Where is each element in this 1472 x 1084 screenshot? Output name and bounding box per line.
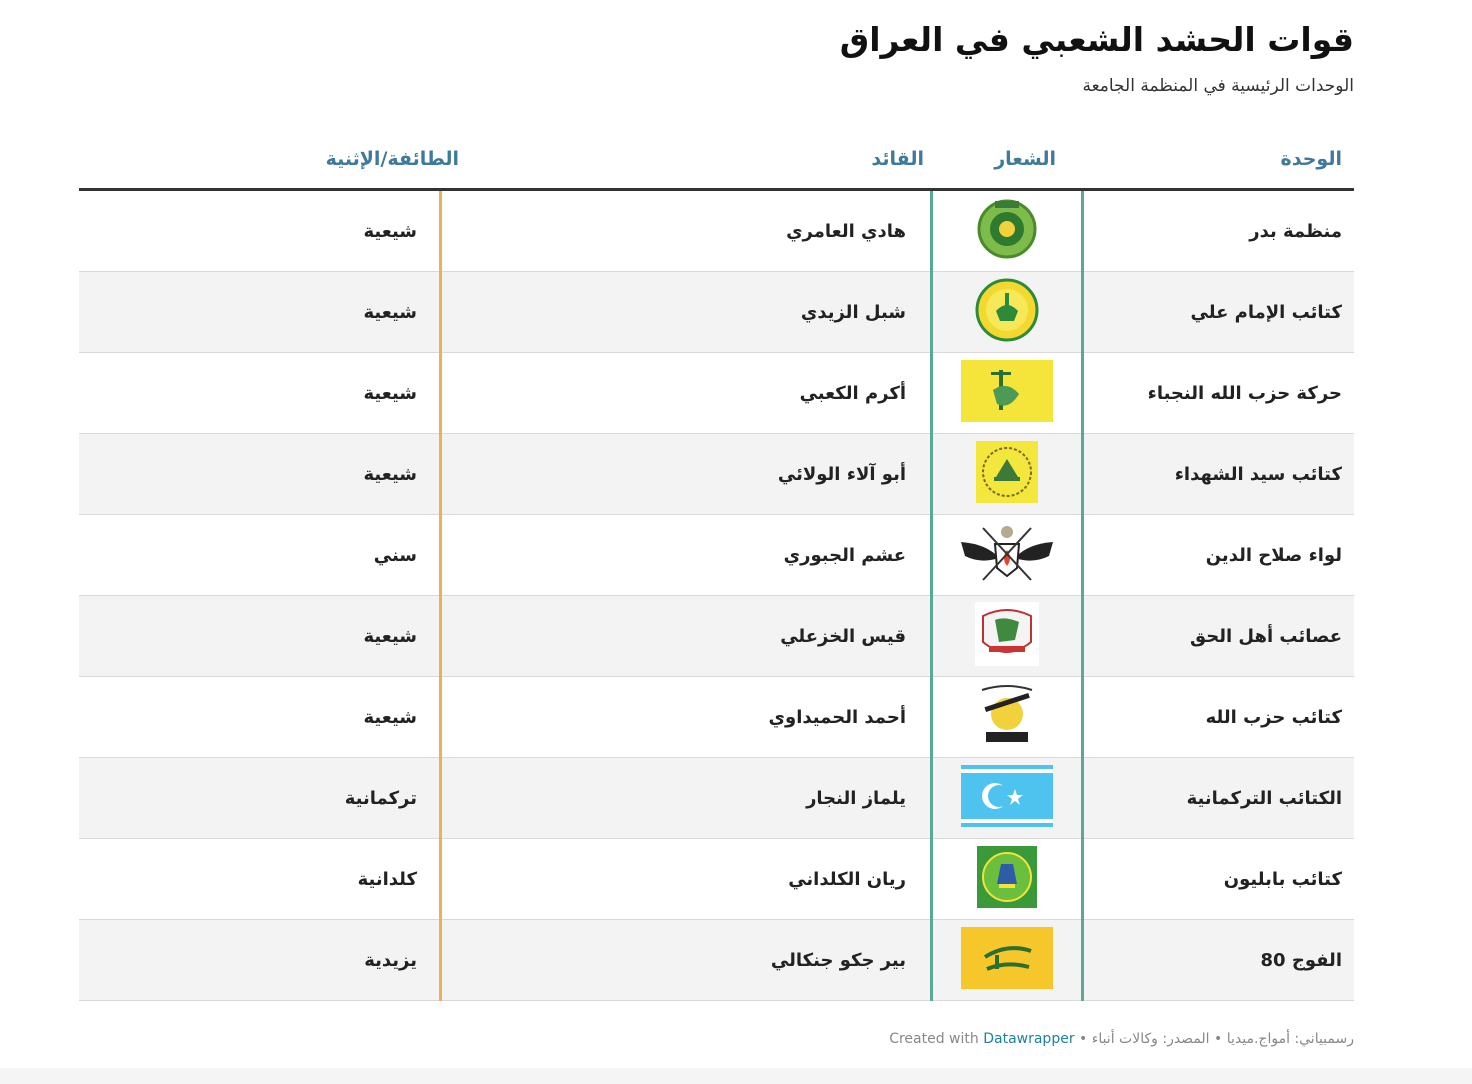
units-table — [79, 191, 1354, 1001]
unit-name: الفوج 80 — [1083, 920, 1355, 1001]
leader-name: يلماز النجار — [441, 758, 932, 839]
unit-name: كتائب سيد الشهداء — [1083, 434, 1355, 515]
table-row — [79, 839, 1354, 920]
logo-cell — [932, 434, 1083, 515]
sect-ethnicity: شيعية — [79, 272, 441, 353]
table-row — [79, 920, 1354, 1001]
leader-name: أبو آلاء الولائي — [441, 434, 932, 515]
col-header-unit[interactable]: الوحدة — [1280, 148, 1342, 170]
leader-name: عشم الجبوري — [441, 515, 932, 596]
sect-ethnicity: شيعية — [79, 596, 441, 677]
unit-name: عصائب أهل الحق — [1083, 596, 1355, 677]
leader-name: بير جكو جنكالي — [441, 920, 932, 1001]
leader-name: أكرم الكعبي — [441, 353, 932, 434]
sect-ethnicity: شيعية — [79, 677, 441, 758]
pmf-logo-icon — [961, 927, 1053, 994]
datawrapper-link[interactable]: Datawrapper — [983, 1031, 1075, 1047]
page-subtitle: الوحدات الرئيسية في المنظمة الجامعة — [1082, 76, 1354, 96]
leader-name: ريان الكلداني — [441, 839, 932, 920]
unit-name: لواء صلاح الدين — [1083, 515, 1355, 596]
logo-cell — [932, 191, 1083, 272]
logo-cell — [932, 839, 1083, 920]
unit-name: كتائب حزب الله — [1083, 677, 1355, 758]
badr-logo-icon — [975, 197, 1039, 266]
unit-name: كتائب بابليون — [1083, 839, 1355, 920]
table-row — [79, 272, 1354, 353]
bottom-bar — [0, 1068, 1472, 1084]
table-row — [79, 596, 1354, 677]
unit-name: حركة حزب الله النجباء — [1083, 353, 1355, 434]
logo-cell — [932, 677, 1083, 758]
leader-name: قيس الخزعلي — [441, 596, 932, 677]
col-header-logo[interactable]: الشعار — [994, 148, 1056, 170]
table-row — [79, 353, 1354, 434]
footer — [889, 1031, 1354, 1047]
babylon-logo-icon — [977, 846, 1037, 913]
kataib-hezbollah-logo-icon — [972, 682, 1042, 753]
sect-ethnicity: كلدانية — [79, 839, 441, 920]
sect-ethnicity: شيعية — [79, 434, 441, 515]
salahuddin-logo-icon — [957, 522, 1057, 589]
unit-name: كتائب الإمام علي — [1083, 272, 1355, 353]
sayyid-shuhada-logo-icon — [976, 441, 1038, 508]
sect-ethnicity: يزيدية — [79, 920, 441, 1001]
logo-cell — [932, 758, 1083, 839]
logo-cell — [932, 353, 1083, 434]
page-title: قوات الحشد الشعبي في العراق — [839, 20, 1354, 59]
table-row — [79, 515, 1354, 596]
imam-ali-logo-icon — [974, 277, 1040, 348]
sect-ethnicity: شيعية — [79, 353, 441, 434]
footer-created: Created with — [889, 1031, 984, 1047]
turkmen-flag-icon — [961, 765, 1053, 832]
nujaba-logo-icon — [961, 360, 1053, 427]
table-row — [79, 758, 1354, 839]
table-row — [79, 191, 1354, 272]
logo-cell — [932, 515, 1083, 596]
sect-ethnicity: تركمانية — [79, 758, 441, 839]
logo-cell — [932, 596, 1083, 677]
logo-cell — [932, 920, 1083, 1001]
table-row — [79, 677, 1354, 758]
col-header-sect[interactable]: الطائفة/الإثنية — [325, 148, 459, 170]
sect-ethnicity: شيعية — [79, 191, 441, 272]
leader-name: أحمد الحميداوي — [441, 677, 932, 758]
table-header — [79, 138, 1354, 191]
asaib-logo-icon — [975, 602, 1039, 671]
unit-name: منظمة بدر — [1083, 191, 1355, 272]
leader-name: هادي العامري — [441, 191, 932, 272]
table-row — [79, 434, 1354, 515]
sect-ethnicity: سني — [79, 515, 441, 596]
leader-name: شبل الزيدي — [441, 272, 932, 353]
col-header-leader[interactable]: القائد — [871, 148, 924, 170]
footer-credit: رسمبياني: أمواج.ميديا • المصدر: وكالات أنباء • — [1074, 1031, 1354, 1047]
unit-name: الكتائب التركمانية — [1083, 758, 1355, 839]
logo-cell — [932, 272, 1083, 353]
